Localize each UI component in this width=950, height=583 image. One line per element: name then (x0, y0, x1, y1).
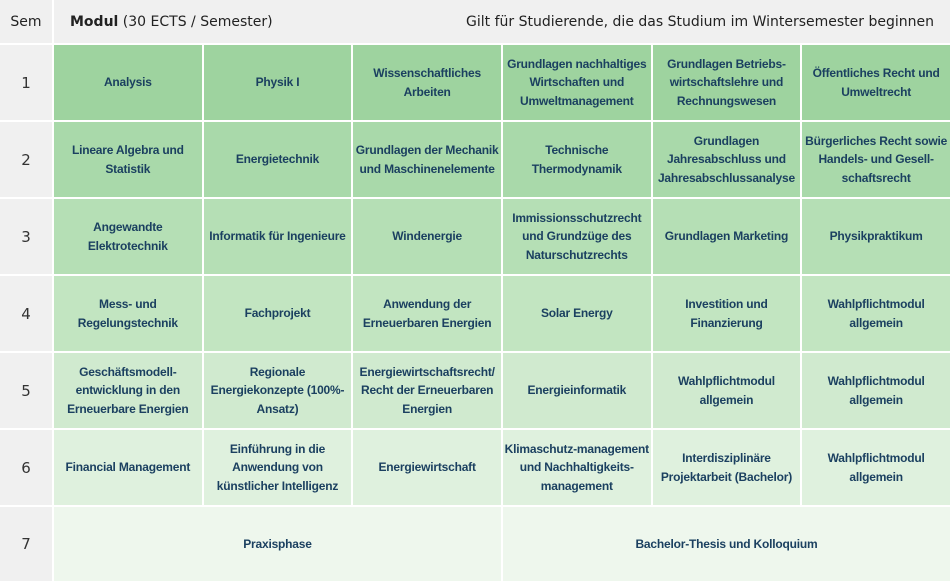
semester-row-4 (0, 276, 950, 351)
module-cell: Investition und Finanzierung (653, 276, 801, 351)
semester-number: 1 (0, 45, 52, 120)
module-cell: Wahlpflichtmodul allgemein (802, 276, 950, 351)
module-cell: Grundlagen Betriebs-wirtschaftslehre und Rechnungswesen (653, 45, 801, 120)
modul-header (54, 0, 950, 43)
module-cell: Physikpraktikum (802, 199, 950, 274)
semester-number: 2 (0, 122, 52, 197)
module-cell: Geschäftsmodell-entwicklung in den Erneuerbare Energien (54, 353, 202, 428)
module-cell: Immissionsschutzrecht und Grundzüge des Naturschutzrechts (503, 199, 651, 274)
module-cell: Fachprojekt (204, 276, 352, 351)
module-cell: Wahlpflichtmodul allgemein (802, 353, 950, 428)
module-cell: Wissenschaftliches Arbeiten (353, 45, 501, 120)
semester-row-7 (0, 507, 950, 581)
module-cell-thesis: Bachelor-Thesis und Kolloquium (503, 507, 950, 581)
module-cell: Windenergie (353, 199, 501, 274)
module-cell: Klimaschutz-management und Nachhaltigkeits-management (503, 430, 651, 505)
semester-row-2 (0, 122, 950, 197)
module-cell: Physik I (204, 45, 352, 120)
semester-number: 5 (0, 353, 52, 428)
module-cell: Technische Thermodynamik (503, 122, 651, 197)
module-cell: Einführung in die Anwendung von künstlicher Intelligenz (204, 430, 352, 505)
module-cell: Informatik für Ingenieure (204, 199, 352, 274)
semester-row-5 (0, 353, 950, 428)
module-cell-praxisphase: Praxisphase (54, 507, 501, 581)
module-cell: Wahlpflichtmodul allgemein (653, 353, 801, 428)
module-cell: Financial Management (54, 430, 202, 505)
validity-note: Gilt für Studierende, die das Studium im Wintersemester beginnen (466, 13, 934, 30)
module-cell: Energiewirtschaftsrecht/ Recht der Erneuerbaren Energien (353, 353, 501, 428)
module-cell: Grundlagen Jahresabschluss und Jahresabschlussanalyse (653, 122, 801, 197)
module-cell: Grundlagen nachhaltiges Wirtschaften und Umweltmanagement (503, 45, 651, 120)
module-cell: Analysis (54, 45, 202, 120)
semester-number: 3 (0, 199, 52, 274)
module-cell: Mess- und Regelungstechnik (54, 276, 202, 351)
semester-number: 7 (0, 507, 52, 581)
module-cell: Bürgerliches Recht sowie Handels- und Gesell-schaftsrecht (802, 122, 950, 197)
module-cell: Grundlagen der Mechanik und Maschinenelemente (353, 122, 501, 197)
module-cell: Solar Energy (503, 276, 651, 351)
module-cell: Lineare Algebra und Statistik (54, 122, 202, 197)
module-cell: Energieinformatik (503, 353, 651, 428)
modul-label: Modul (70, 13, 119, 30)
semester-number: 6 (0, 430, 52, 505)
module-cell: Grundlagen Marketing (653, 199, 801, 274)
sem-header: Sem (0, 0, 52, 43)
module-cell: Anwendung der Erneuerbaren Energien (353, 276, 501, 351)
module-cell: Wahlpflichtmodul allgemein (802, 430, 950, 505)
module-cell: Angewandte Elektrotechnik (54, 199, 202, 274)
ects-label: (30 ECTS / Semester) (118, 13, 273, 30)
module-cell: Öffentliches Recht und Umweltrecht (802, 45, 950, 120)
semester-row-1 (0, 45, 950, 120)
header-row (0, 0, 950, 43)
semester-number: 4 (0, 276, 52, 351)
semester-row-6 (0, 430, 950, 505)
module-cell: Interdisziplinäre Projektarbeit (Bachelor) (653, 430, 801, 505)
semester-row-3 (0, 199, 950, 274)
module-cell: Regionale Energiekonzepte (100%-Ansatz) (204, 353, 352, 428)
module-cell: Energietechnik (204, 122, 352, 197)
module-cell: Energiewirtschaft (353, 430, 501, 505)
